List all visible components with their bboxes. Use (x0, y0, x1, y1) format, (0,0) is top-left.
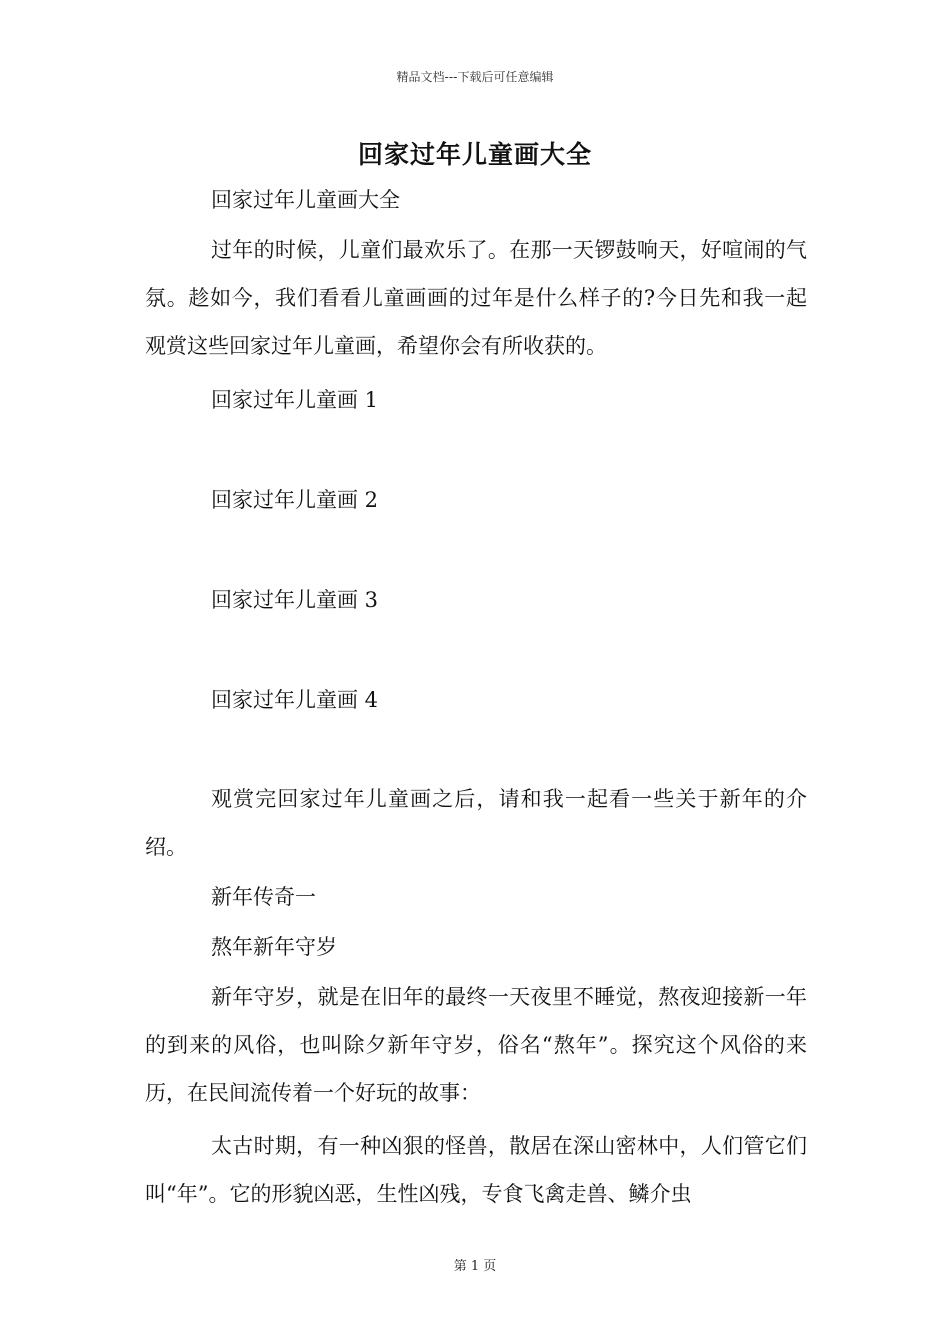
page-number: 第 1 页 (453, 1259, 497, 1274)
subsection-heading: 熬年新年守岁 (211, 935, 337, 959)
custom-paragraph: 新年守岁，就是在旧年的最终一天夜里不睡觉，熬夜迎接新一年的到来的风俗，也叫除夕新年守岁，俗名“熬年”。探究这个风俗的来历，在民间流传着一个好玩的故事： (145, 985, 807, 1105)
document-title: 回家过年儿童画大全 (357, 140, 592, 169)
drawing-caption-2: 回家过年儿童画 2 (211, 488, 379, 512)
intro-paragraph: 过年的时候，儿童们最欢乐了。在那一天锣鼓响天，好喧闹的气氛。趁如今，我们看看儿童画画的过年是什么样子的?今日先和我一起观赏这些回家过年儿童画，希望你会有所收获的。 (145, 238, 807, 358)
header-note: 精品文档---下载后可任意编辑 (396, 70, 554, 84)
transition-paragraph: 观赏完回家过年儿童画之后，请和我一起看一些关于新年的介绍。 (145, 787, 807, 859)
section-heading: 新年传奇一 (211, 885, 316, 909)
drawing-caption-3: 回家过年儿童画 3 (211, 588, 379, 612)
drawing-caption-4: 回家过年儿童画 4 (211, 688, 379, 712)
drawing-caption-1: 回家过年儿童画 1 (211, 388, 379, 412)
legend-paragraph: 太古时期，有一种凶狠的怪兽，散居在深山密林中，人们管它们叫“年”。它的形貌凶恶，生性凶残，专食飞禽走兽、鳞介虫 (145, 1134, 807, 1206)
subtitle-paragraph: 回家过年儿童画大全 (211, 188, 400, 212)
